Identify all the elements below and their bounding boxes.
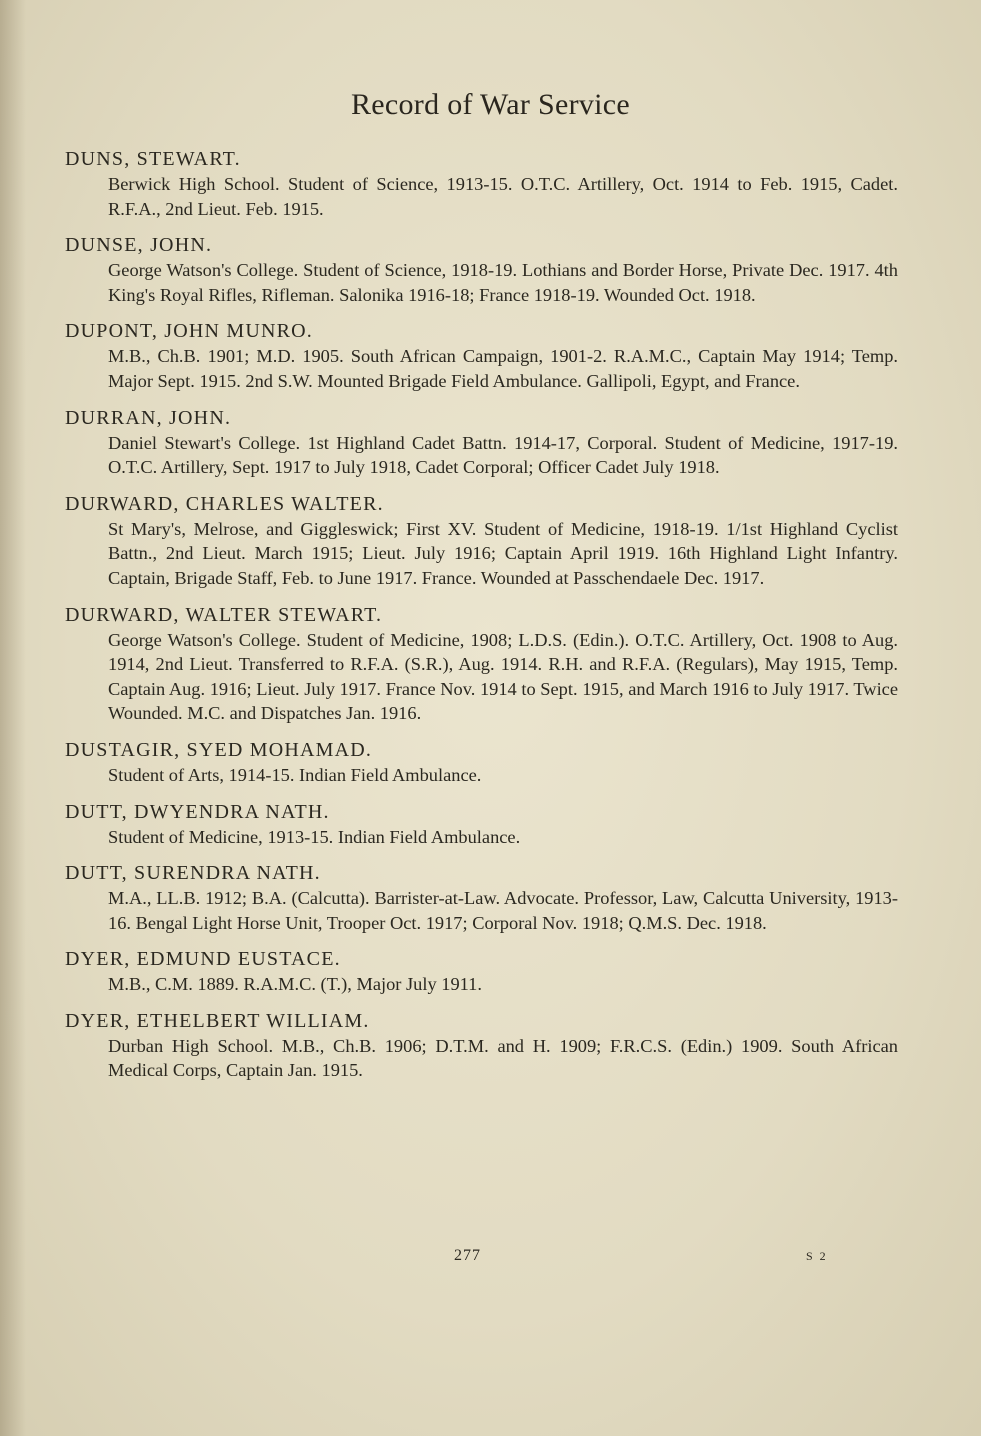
entry-text: St Mary's, Melrose, and Giggleswick; First XV. Student of Medicine, 1918-19. 1/1st Highland Cyclist Battn., 2nd Lieut. March 1915; Lieut. July 1916; Captain April 1919. 16th Highland Light Infantry. Captain, Brigade Staff, Feb. to June 1917. France. Wounded at Passchendaele Dec. 1917.	[108, 518, 898, 588]
entry-text: George Watson's College. Student of Science, 1918-19. Lothians and Border Horse, Private Dec. 1917. 4th King's Royal Rifles, Rifleman. Salonika 1916-18; France 1918-19. Wounded Oct. 1918.	[108, 260, 898, 305]
entry-name: DURWARD, WALTER STEWART.	[65, 603, 383, 626]
entry-name: DUNS, STEWART.	[65, 148, 241, 170]
entry	[62, 602, 898, 726]
entry-text: Student of Arts, 1914-15. Indian Field Ambulance.	[108, 764, 482, 785]
entries-list	[62, 146, 898, 1094]
page-title: Record of War Service	[350, 88, 631, 121]
page-number: 277	[454, 1247, 481, 1264]
entry	[62, 1008, 898, 1083]
entry	[62, 232, 898, 307]
entry	[62, 491, 898, 591]
entry-text: Daniel Stewart's College. 1st Highland Cadet Battn. 1914-17, Corporal. Student of Medicine, 1917-19. O.T.C. Artillery, Sept. 1917 to July 1918, Cadet Corporal; Officer Cadet July 1918.	[108, 432, 898, 478]
entry-text: George Watson's College. Student of Medicine, 1908; L.D.S. (Edin.). O.T.C. Artillery, Oct. 1908 to Aug. 1914, 2nd Lieut. Transferred to R.F.A. (S.R.), Aug. 1914. R.H. and R.F.A. (Regulars), May 1915, Temp. Captain Aug. 1916; Lieut. July 1917. France Nov. 1914 to Sept. 1915, and March 1916 to July 1917. Twice Wounded. M.C. and Dispatches Jan. 1916.	[108, 629, 898, 724]
entry	[62, 146, 898, 221]
entry-name: DUTT, SURENDRA NATH.	[65, 862, 321, 885]
entry-text: M.B., Ch.B. 1901; M.D. 1905. South African Campaign, 1901-2. R.A.M.C., Captain May 1914; Temp. Major Sept. 1915. 2nd S.W. Mounted Brigade Field Ambulance. Gallipoli, Egypt, and France.	[108, 346, 898, 391]
entry-text: Berwick High School. Student of Science, 1913-15. O.T.C. Artillery, Oct. 1914 to Feb. 1915, Cadet. R.F.A., 2nd Lieut. Feb. 1915.	[108, 174, 898, 219]
entry-text: M.A., LL.B. 1912; B.A. (Calcutta). Barrister-at-Law. Advocate. Professor, Law, Calcutta University, 1913-16. Bengal Light Horse Unit, Trooper Oct. 1917; Corporal Nov. 1918; Q.M.S. Dec. 1918.	[108, 888, 898, 933]
entry	[62, 946, 898, 997]
entry-name: DYER, EDMUND EUSTACE.	[65, 948, 341, 971]
entry-name: DUNSE, JOHN.	[65, 234, 213, 257]
entry	[62, 860, 898, 935]
signature-mark: S 2	[806, 1249, 828, 1263]
entry-name: DUTT, DWYENDRA NATH.	[65, 800, 330, 823]
entry-name: DURWARD, CHARLES WALTER.	[65, 492, 384, 515]
entry	[62, 318, 898, 393]
entry-name: DURRAN, JOHN.	[65, 406, 232, 429]
entry-name: DYER, ETHELBERT WILLIAM.	[65, 1009, 370, 1032]
entry-text: Durban High School. M.B., Ch.B. 1906; D.T.M. and H. 1909; F.R.C.S. (Edin.) 1909. South African Medical Corps, Captain Jan. 1915.	[108, 1035, 898, 1081]
entry-text: Student of Medicine, 1913-15. Indian Field Ambulance.	[108, 826, 521, 847]
entry	[62, 737, 898, 788]
entry	[62, 799, 898, 850]
page-edge-shadow	[0, 0, 26, 1436]
entry-name: DUPONT, JOHN MUNRO.	[65, 320, 313, 343]
entry-text: M.B., C.M. 1889. R.A.M.C. (T.), Major July 1911.	[108, 974, 482, 995]
entry-name: DUSTAGIR, SYED MOHAMAD.	[65, 738, 373, 761]
entry	[62, 405, 898, 480]
